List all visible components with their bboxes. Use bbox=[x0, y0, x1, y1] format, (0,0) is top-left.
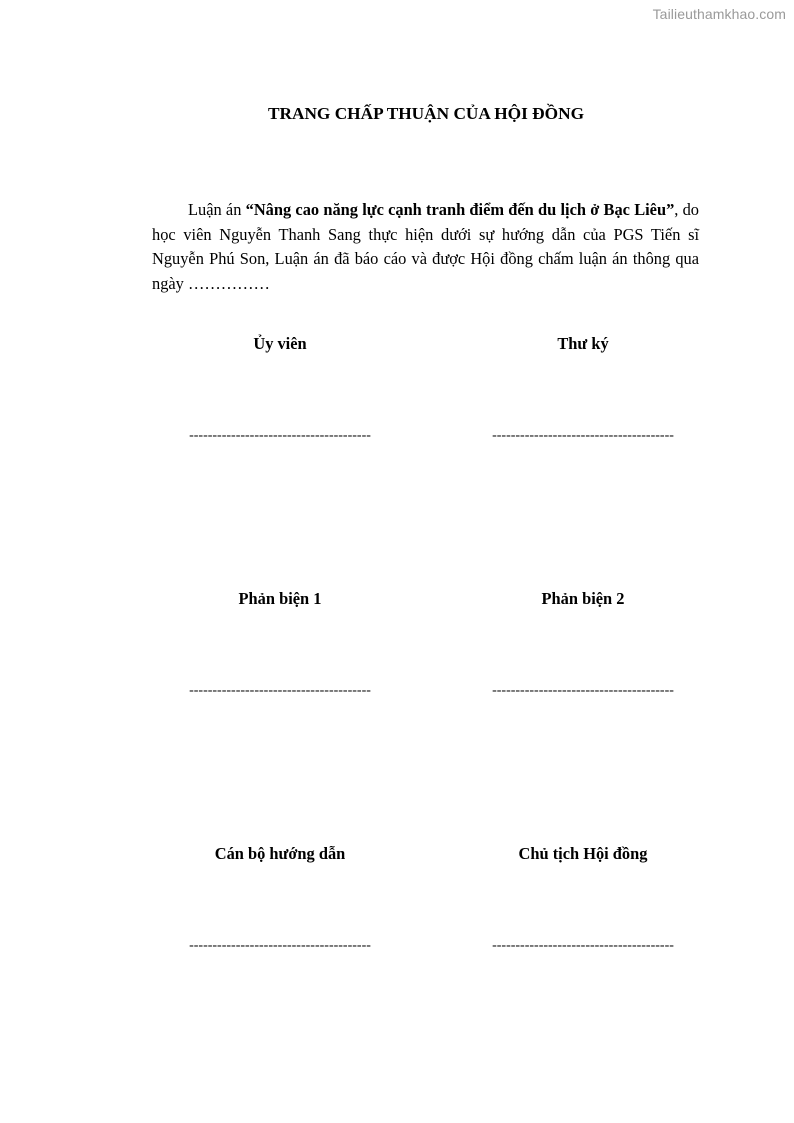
signature-block-reviewer1 bbox=[150, 587, 410, 699]
signature-line-reviewer1: --------------------------------------- bbox=[189, 683, 371, 698]
signature-label-reviewer1: Phản biện 1 bbox=[238, 589, 322, 608]
paragraph-prefix: Luận án bbox=[188, 200, 246, 219]
paragraph-body: , do học viên Nguyễn Thanh Sang thực hiện dưới sự hướng dẫn của PGS Tiến sĩ Nguyễn Phú Son, Luận án đã báo cáo và được Hội đồng chấm luận án thông qua ngày …………… bbox=[152, 200, 699, 293]
signature-label-supervisor: Cán bộ hướng dẫn bbox=[214, 844, 346, 863]
signature-block-secretary bbox=[453, 332, 713, 444]
approval-paragraph bbox=[152, 198, 699, 296]
signature-label-reviewer2: Phản biện 2 bbox=[541, 589, 625, 608]
signature-block-reviewer2 bbox=[453, 587, 713, 699]
watermark: Tailieuthamkhao.com bbox=[652, 6, 786, 22]
signature-label-secretary: Thư ký bbox=[557, 334, 609, 353]
thesis-title: “Nâng cao năng lực cạnh tranh điểm đến du lịch ở Bạc Liêu” bbox=[245, 200, 675, 219]
signature-label-member: Ủy viên bbox=[253, 334, 307, 353]
signature-block-supervisor bbox=[150, 842, 410, 954]
signature-label-chairman: Chủ tịch Hội đồng bbox=[518, 844, 648, 863]
signature-block-member bbox=[150, 332, 410, 444]
signature-block-chairman bbox=[453, 842, 713, 954]
signature-line-reviewer2: --------------------------------------- bbox=[492, 683, 674, 698]
signature-line-member: --------------------------------------- bbox=[189, 428, 371, 443]
page-title: TRANG CHẤP THUẬN CỦA HỘI ĐỒNG bbox=[267, 104, 585, 123]
signature-line-secretary: --------------------------------------- bbox=[492, 428, 674, 443]
signature-line-supervisor: --------------------------------------- bbox=[189, 938, 371, 953]
signature-line-chairman: --------------------------------------- bbox=[492, 938, 674, 953]
